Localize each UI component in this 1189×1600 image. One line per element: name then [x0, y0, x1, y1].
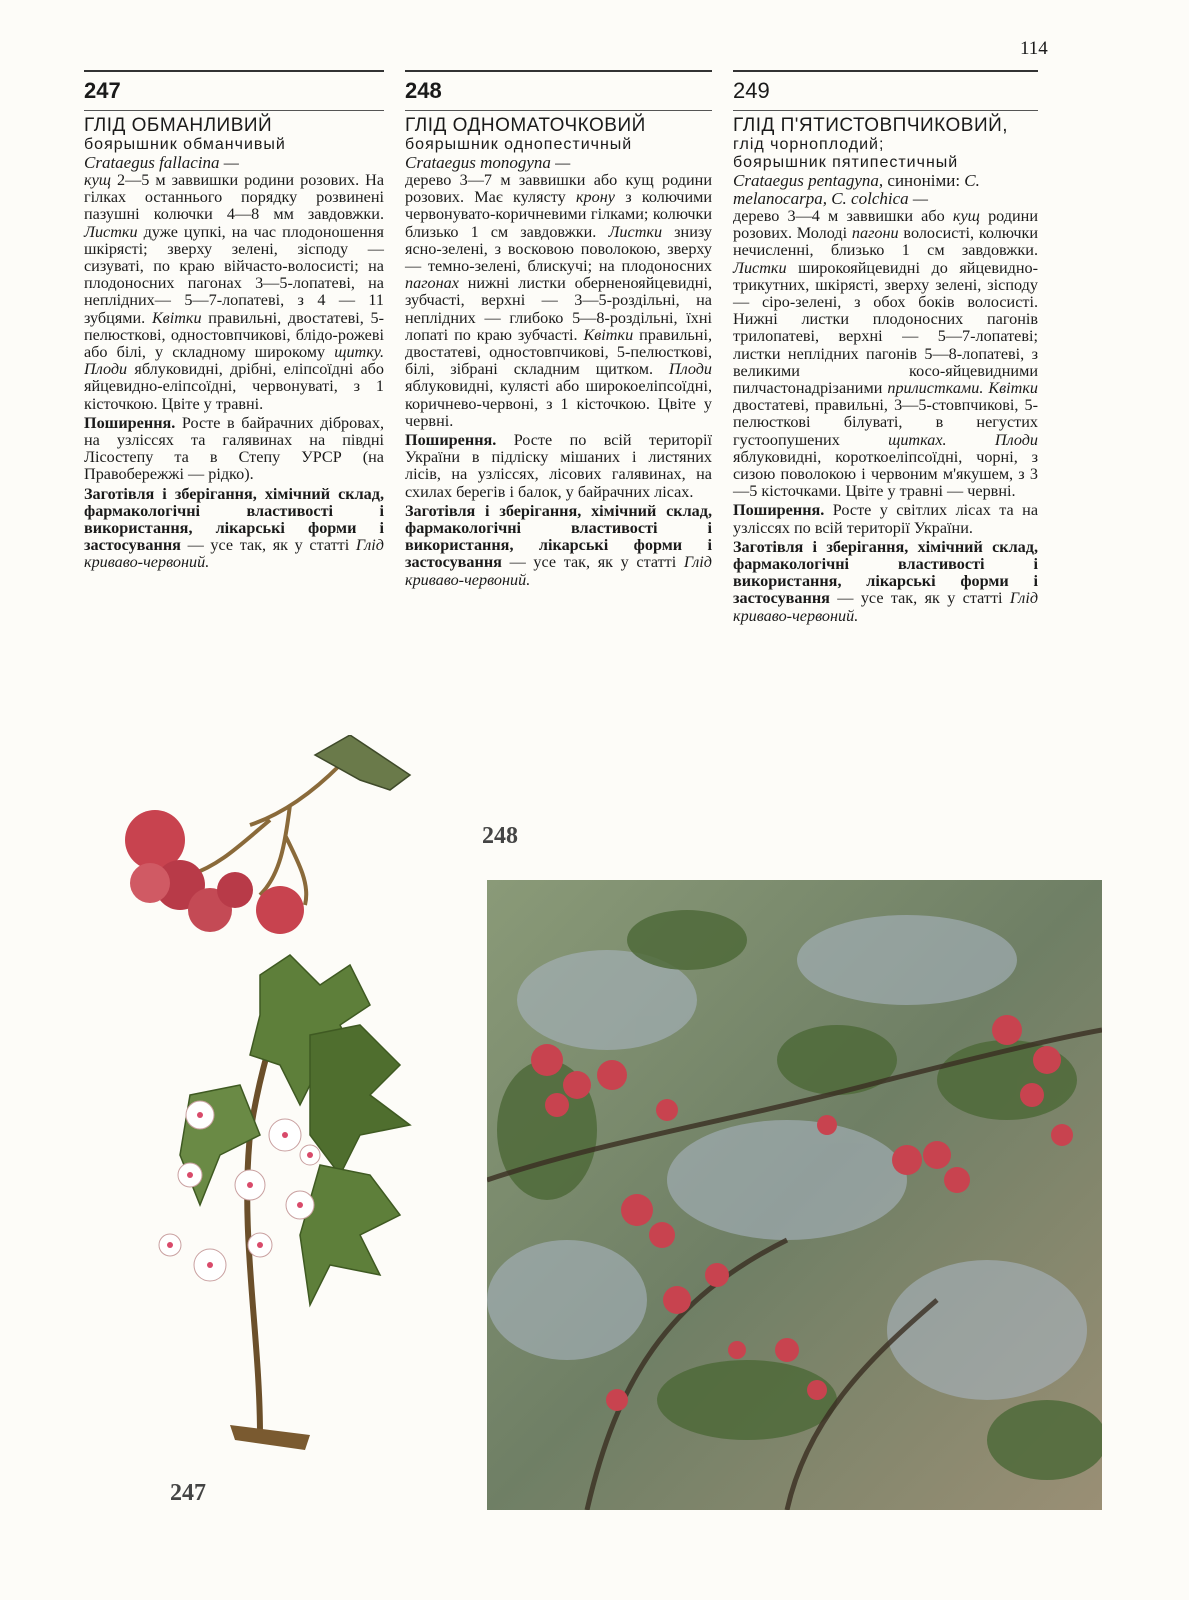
latin-name: Crataegus fallacina —: [84, 153, 239, 172]
hawthorn-photo: [487, 880, 1102, 1510]
drawing-label: 247: [170, 1480, 206, 1506]
article-title: ГЛІД П'ЯТИСТОВПЧИКОВИЙ,: [733, 115, 1009, 136]
top-rule: [405, 70, 712, 72]
article-number: 247: [84, 78, 384, 111]
article-248: [405, 70, 712, 589]
distribution: Поширення. Росте в байрачних дібровах, на узліссях та галявинах на півдні Лісостепу та в Степу УРСР (на Правобережжі — рідко).: [84, 413, 384, 484]
alt-name: глід чорноплодий;: [733, 136, 885, 153]
preparation: Заготівля і зберігання, хімічний склад, фармакологічні властивості і використання, лікарські форми і застосування — усе так, як у статті Глід криваво-червоний.: [405, 501, 712, 589]
description: дерево 3—4 м заввишки або кущ родини розових. Молоді пагони волосисті, колючки нечисленні, близько 1 см завдовжки. Листки широкояйцевидні до яйцевидно-трикутних, шкірясті, зверху зелені, зісподу — сіро-зелені, з обох боків волосисті. Нижні листки плодоносних пагонів трилопатеві, верхні — 5—7-лопатеві; листки неплідних пагонів 5—8-лопатеві, з великими косо-яйцевидними пилчастонадрізаними прилистками. Квітки двостатеві, правильні, 3—5-стовпчикові, 5-пелюсткові білуваті, в негустих густоопушених щитках. Плоди яблуковидні, короткоеліпсоїдні, чорні, з сизою поволокою і червоним м'якушем, з 3—5 кісточками. Цвіте у травні — червні.: [733, 207, 1039, 501]
article-title: ГЛІД ОБМАНЛИВИЙ: [84, 115, 273, 136]
description: кущ 2—5 м заввишки родини розових. На гілках останнього порядку розвинені пазушні колючки 4—8 мм завдовжки. Листки дуже цупкі, на час плодоношення шкірясті; зверху зелені, зісподу — сизуваті, по краю війчасто-волосисті; на плодоносних пагонах 3—5-лопатеві, на неплідних— 5—7-лопатеві, з 4 — 11 зубцями. Квітки правильні, двостатеві, 5-пелюсткові, одностовпчикові, блідо-рожеві або білі, у складному широкому щитку. Плоди яблуковидні, дрібні, еліпсоїдні або яйцевидно-еліпсоїдні, червонуваті, з 1 кісточкою. Цвіте у травні.: [84, 171, 385, 413]
russian-name: боярышник однопестичный: [405, 136, 633, 153]
top-rule: [733, 70, 1038, 72]
preparation: Заготівля і зберігання, хімічний склад, фармакологічні властивості і використання, лікарські форми і застосування — усе так, як у статті Глід криваво-червоний.: [84, 484, 384, 572]
article-title: ГЛІД ОДНОМАТОЧКОВИЙ: [405, 115, 646, 136]
distribution: Поширення. Росте у світлих лісах та на узліссях по всій території України.: [733, 501, 1039, 537]
article-number: 248: [405, 78, 712, 111]
description: дерево 3—7 м заввишки або кущ родини розових. Має кулясту крону з колючими червонувато-коричневими гілками; колючки близько 1 см завдовжки. Листки знизу ясно-зелені, з восковою поволокою, зверху — темно-зелені, блискучі; на плодоносних пагонах нижні листки оберненояйцевидні, зубчасті, верхні — 3—5-роздільні, на неплідних — глибоко 5—8-роздільні, їхні лопаті по краю зубчасті. Квітки правильні, двостатеві, одностовпчикові, 5-пелюсткові, білі, зібрані складним щитком. Плоди яблуковидні, кулясті або широкоеліпсоїдні, коричнево-червоні, з 1 кісточкою. Цвіте у червні.: [405, 171, 713, 430]
latin-name: Crataegus pentagyna, синоніми: C. melanocarpa, C. colchica —: [733, 171, 980, 208]
preparation: Заготівля і зберігання, хімічний склад, фармакологічні властивості і використання, лікарські форми і застосування — усе так, як у статті Глід криваво-червоний.: [733, 537, 1039, 625]
article-number: 249: [733, 78, 1038, 111]
flower-branch: [159, 955, 410, 1450]
article-249: [733, 70, 1038, 625]
russian-name: боярышник обманчивый: [84, 136, 286, 153]
page-number: 114: [1020, 38, 1048, 59]
top-rule: [84, 70, 384, 72]
latin-name: Crataegus monogyna —: [405, 153, 571, 172]
berry-branch: [125, 735, 410, 934]
article-247: [84, 70, 384, 572]
russian-name: боярышник пятипестичный: [733, 154, 959, 171]
photo-label: 248: [482, 823, 518, 849]
distribution: Поширення. Росте по всій території України в підліску мішаних і листяних лісів, на узліссях, лісових галявинах, на схилах берегів і балок, у байрачних лісах.: [405, 431, 713, 501]
hawthorn-drawing: [110, 735, 430, 1465]
